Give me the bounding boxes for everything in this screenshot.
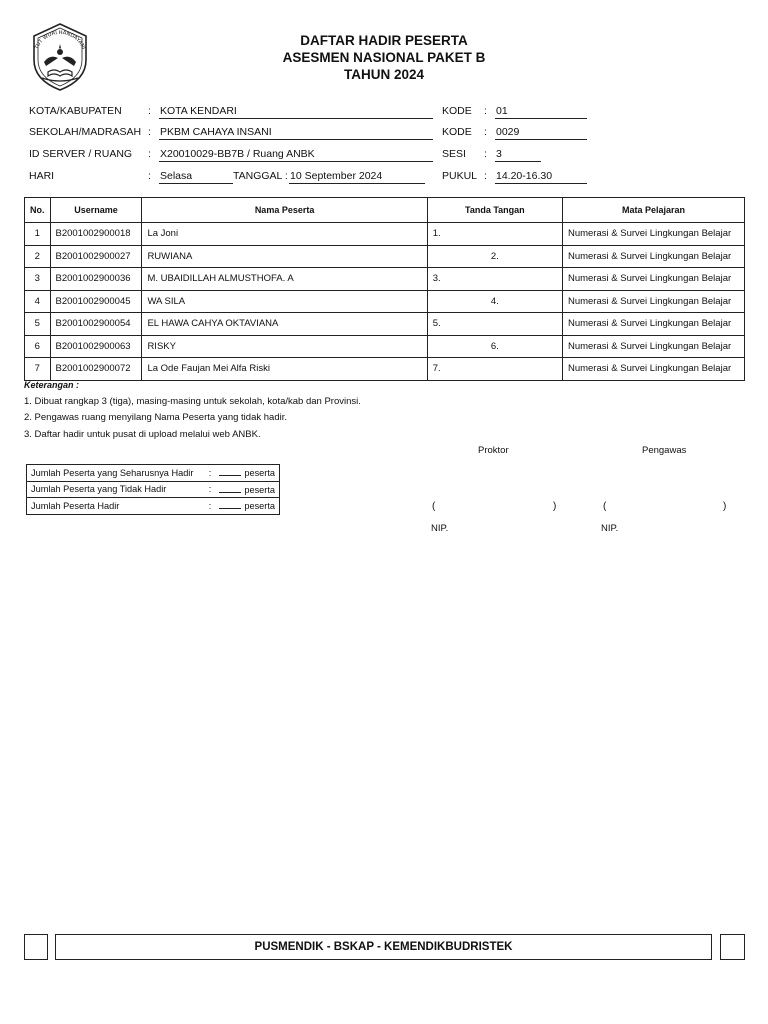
cell-username: B2001002900036 — [50, 268, 142, 291]
column-header-mata-pelajaran: Mata Pelajaran — [562, 198, 744, 223]
table-row — [25, 358, 745, 381]
cell-nama: EL HAWA CAHYA OKTAVIANA — [142, 313, 427, 336]
pengawas-label: Pengawas — [642, 445, 687, 456]
summary-label: Jumlah Peserta yang Tidak Hadir — [27, 481, 205, 498]
document-subtitle: ASESMEN NASIONAL PAKET B — [282, 50, 486, 65]
hari-label: HARI — [29, 170, 55, 182]
summary-unit: peserta — [244, 484, 275, 495]
cell-tanda-tangan: 7. — [427, 358, 562, 381]
pengawas-paren-close: ) — [723, 501, 727, 512]
table-row — [25, 335, 745, 358]
tanggal-label: TANGGAL : — [233, 170, 288, 182]
kode1-value: 01 — [495, 105, 587, 119]
sesi-label: SESI — [442, 148, 466, 160]
sekolah-value: PKBM CAHAYA INSANI — [159, 126, 433, 140]
kota-label: KOTA/KABUPATEN — [29, 105, 122, 117]
cell-nama: La Joni — [142, 223, 427, 246]
cell-tanda-tangan: 3. — [427, 268, 562, 291]
server-value: X20010029-BB7B / Ruang ANBK — [159, 148, 433, 162]
count-blank — [219, 500, 241, 509]
pukul-value: 14.20-16.30 — [495, 170, 587, 184]
document-title: DAFTAR HADIR PESERTA — [300, 33, 468, 48]
cell-no: 4 — [25, 290, 51, 313]
cell-username: B2001002900018 — [50, 223, 142, 246]
document-year: TAHUN 2024 — [343, 67, 425, 82]
cell-nama: La Ode Faujan Mei Alfa Riski — [142, 358, 427, 381]
pengawas-nip: NIP. — [601, 523, 619, 534]
kode1-label: KODE — [442, 105, 472, 117]
column-header-nama: Nama Peserta — [142, 198, 427, 223]
colon: : — [484, 105, 487, 117]
sesi-value: 3 — [495, 148, 541, 162]
cell-username: B2001002900045 — [50, 290, 142, 313]
summary-table — [26, 464, 280, 515]
pengawas-paren-open: ( — [603, 501, 607, 512]
cell-tanda-tangan: 5. — [427, 313, 562, 336]
cell-nama: WA SILA — [142, 290, 427, 313]
attendance-table — [24, 197, 745, 381]
cell-nama: M. UBAIDILLAH ALMUSTHOFA. A — [142, 268, 427, 291]
table-row — [25, 290, 745, 313]
colon: : — [148, 148, 151, 160]
count-blank — [219, 484, 241, 493]
summary-label: Jumlah Peserta yang Seharusnya Hadir — [27, 465, 205, 482]
cell-nama: RUWIANA — [142, 245, 427, 268]
cell-username: B2001002900063 — [50, 335, 142, 358]
cell-tanda-tangan: 2. — [427, 245, 562, 268]
colon: : — [148, 170, 151, 182]
cell-mata-pelajaran: Numerasi & Survei Lingkungan Belajar — [562, 268, 744, 291]
cell-nama: RISKY — [142, 335, 427, 358]
summary-colon: : — [205, 465, 216, 482]
summary-colon: : — [205, 481, 216, 498]
footer-right-box — [720, 934, 745, 960]
cell-tanda-tangan: 4. — [427, 290, 562, 313]
cell-no: 2 — [25, 245, 51, 268]
summary-unit: peserta — [244, 468, 275, 479]
summary-row — [27, 498, 280, 515]
cell-no: 6 — [25, 335, 51, 358]
summary-colon: : — [205, 498, 216, 515]
cell-tanda-tangan: 1. — [427, 223, 562, 246]
tanggal-value: 10 September 2024 — [289, 170, 425, 184]
table-row — [25, 245, 745, 268]
summary-row — [27, 465, 280, 482]
keterangan-item: 2. Pengawas ruang menyilang Nama Peserta yang tidak hadir. — [24, 412, 287, 423]
colon: : — [484, 148, 487, 160]
proktor-paren-close: ) — [553, 501, 557, 512]
cell-no: 7 — [25, 358, 51, 381]
cell-mata-pelajaran: Numerasi & Survei Lingkungan Belajar — [562, 335, 744, 358]
logo-motto: TUT WURI HANDAYANI — [33, 29, 87, 51]
cell-mata-pelajaran: Numerasi & Survei Lingkungan Belajar — [562, 223, 744, 246]
keterangan-item: 1. Dibuat rangkap 3 (tiga), masing-masing untuk sekolah, kota/kab dan Provinsi. — [24, 396, 361, 407]
colon: : — [484, 126, 487, 138]
sekolah-label: SEKOLAH/MADRASAH — [29, 126, 142, 138]
cell-username: B2001002900072 — [50, 358, 142, 381]
colon: : — [484, 170, 487, 182]
table-header-row — [25, 198, 745, 223]
proktor-paren-open: ( — [432, 501, 436, 512]
summary-label: Jumlah Peserta Hadir — [27, 498, 205, 515]
kota-value: KOTA KENDARI — [159, 105, 433, 119]
hari-value: Selasa — [159, 170, 233, 184]
summary-row — [27, 481, 280, 498]
column-header-no: No. — [25, 198, 51, 223]
colon: : — [148, 105, 151, 117]
colon: : — [148, 126, 151, 138]
table-row — [25, 223, 745, 246]
column-header-username: Username — [50, 198, 142, 223]
cell-mata-pelajaran: Numerasi & Survei Lingkungan Belajar — [562, 358, 744, 381]
kode2-label: KODE — [442, 126, 472, 138]
column-header-tanda-tangan: Tanda Tangan — [427, 198, 562, 223]
cell-no: 1 — [25, 223, 51, 246]
summary-unit: peserta — [244, 501, 275, 512]
proktor-label: Proktor — [478, 445, 509, 456]
summary-count — [215, 481, 279, 498]
kode2-value: 0029 — [495, 126, 587, 140]
cell-mata-pelajaran: Numerasi & Survei Lingkungan Belajar — [562, 290, 744, 313]
pukul-label: PUKUL — [442, 170, 478, 182]
cell-tanda-tangan: 6. — [427, 335, 562, 358]
cell-username: B2001002900027 — [50, 245, 142, 268]
cell-mata-pelajaran: Numerasi & Survei Lingkungan Belajar — [562, 313, 744, 336]
cell-no: 5 — [25, 313, 51, 336]
cell-no: 3 — [25, 268, 51, 291]
footer-left-box — [24, 934, 48, 960]
proktor-nip: NIP. — [431, 523, 449, 534]
summary-count — [215, 498, 279, 515]
cell-username: B2001002900054 — [50, 313, 142, 336]
server-label: ID SERVER / RUANG — [29, 148, 133, 160]
table-row — [25, 313, 745, 336]
cell-mata-pelajaran: Numerasi & Survei Lingkungan Belajar — [562, 245, 744, 268]
keterangan-heading: Keterangan : — [24, 380, 80, 390]
count-blank — [219, 467, 241, 476]
table-row — [25, 268, 745, 291]
footer-banner: PUSMENDIK - BSKAP - KEMENDIKBUDRISTEK — [55, 934, 712, 960]
summary-count — [215, 465, 279, 482]
keterangan-item: 3. Daftar hadir untuk pusat di upload melalui web ANBK. — [24, 429, 261, 440]
